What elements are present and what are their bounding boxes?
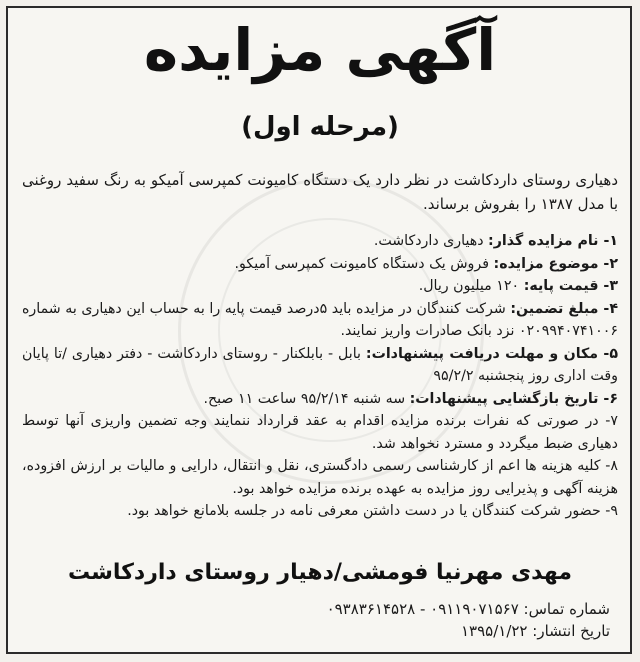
- item-text: سه شنبه ۹۵/۲/۱۴ ساعت ۱۱ صبح.: [203, 390, 410, 407]
- item-heading: ۳- قیمت پایه:: [523, 278, 618, 294]
- item-heading: ۱- نام مزایده گذار:: [488, 233, 618, 249]
- signature-line: مهدی مهرنیا فومشی/دهیار روستای داردکاشت: [67, 560, 573, 585]
- notice-item: [22, 388, 618, 411]
- notice-item: [22, 230, 618, 253]
- item-text: بابل - بابلکنار - روستای داردکاشت - دفتر دهیاری /تا پایان وقت اداری روز پنجشنبه ۹۵/۲/۲: [22, 345, 618, 384]
- notice-item: [22, 253, 618, 276]
- notice-item: [22, 275, 618, 298]
- item-heading: ۶- تاریخ بازگشایی پیشنهادات:: [409, 390, 618, 407]
- item-heading: ۲- موضوع مزایده:: [493, 255, 618, 272]
- contact-block: [22, 598, 610, 642]
- publish-date: تاریخ انتشار: ۱۳۹۵/۱/۲۲: [460, 622, 610, 640]
- item-text: دهیاری داردکاشت.: [373, 233, 489, 249]
- notice-item: [22, 410, 618, 455]
- item-heading: ۵- مکان و مهلت دریافت پیشنهادات:: [365, 345, 618, 362]
- notice-title: آگهی مزایده: [143, 16, 497, 84]
- notice-item: [22, 500, 618, 523]
- notice-item: [22, 455, 618, 500]
- notice-intro: دهیاری روستای داردکاشت در نظر دارد یک دستگاه کامیونت کمپرسی آمیکو به رنگ سفید روغنی با مدل ۱۳۸۷ را بفروش برساند.: [22, 171, 618, 213]
- notice-subtitle: (مرحله اول): [241, 112, 399, 142]
- item-text: فروش یک دستگاه کامیونت کمپرسی آمیکو.: [234, 255, 494, 272]
- item-heading: ۴- مبلغ تضمین:: [510, 300, 618, 317]
- item-text: شرکت کنندگان در مزایده باید ۵درصد قیمت پایه را به حساب این دهیاری به شماره ۰۲۰۹۹۴۰۷۴۱۰۰۶ نزد بانک صادرات واریز نمایند.: [22, 300, 618, 339]
- item-text: ۱۲۰ میلیون ریال.: [418, 278, 524, 294]
- notice-item: [22, 343, 618, 388]
- contact-phone: شماره تماس: ۰۹۱۱۹۰۷۱۵۶۷ - ۰۹۳۸۳۶۱۴۵۲۸: [326, 600, 610, 618]
- item-text: ۹- حضور شرکت کنندگان یا در دست داشتن معرفی نامه در جلسه بلامانع خواهد بود.: [127, 503, 618, 519]
- notice-item: [22, 298, 618, 343]
- item-text: ۸- کلیه هزینه ها اعم از کارشناسی رسمی دادگستری، نقل و انتقال، دارایی و مالیات بر ارزش افزوده، هزینه آگهی و پذیرایی روز مزایده به عهده برنده مزایده خواهد بود.: [22, 458, 618, 497]
- item-text: ۷- در صورتی که نفرات برنده مزایده اقدام به عقد قرارداد ننمایند وجه تضمین واریزی آنها توسط دهیاری ضبط میگردد و مسترد نخواهد شد.: [22, 413, 618, 452]
- notice-items: [22, 230, 618, 523]
